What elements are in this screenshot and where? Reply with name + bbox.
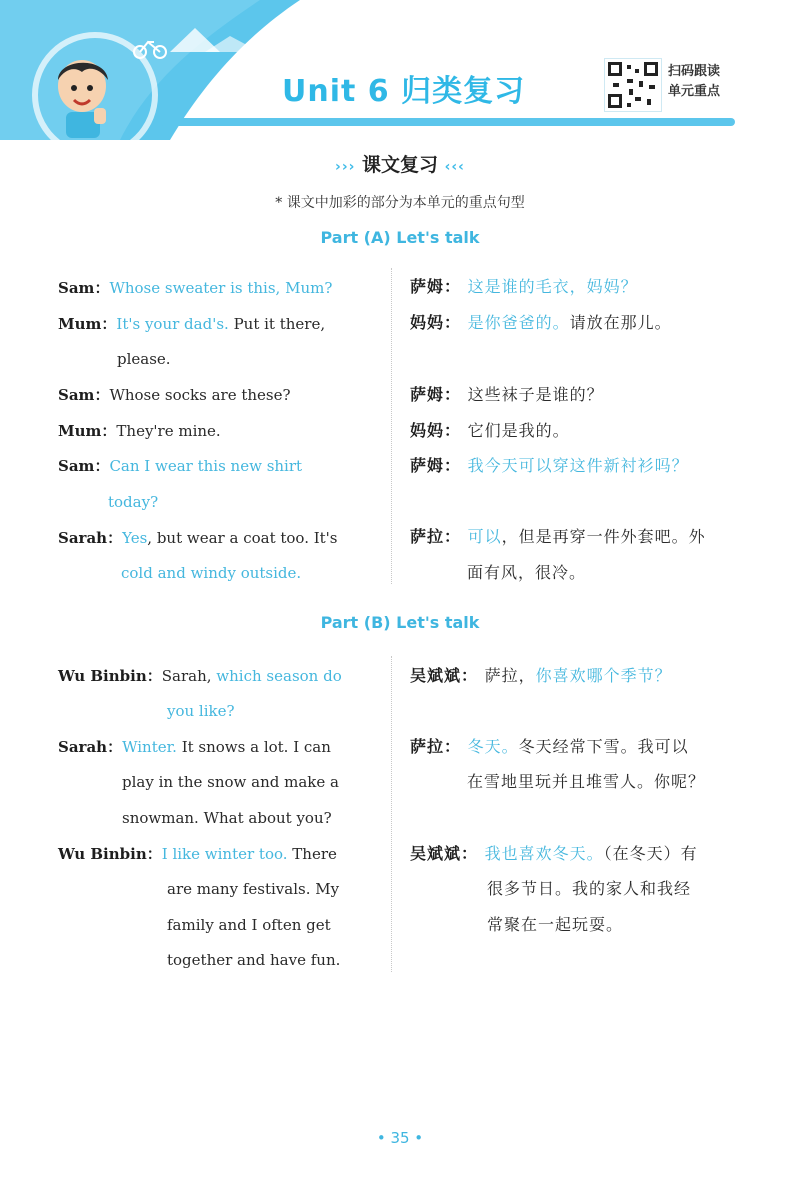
key-sentence: 我也喜欢冬天。	[484, 844, 604, 863]
dialogue-text: play in the snow and make a	[122, 773, 339, 791]
key-sentence: which season do	[216, 667, 342, 685]
dialogue-line	[410, 737, 689, 757]
qr-label-line2: 单元重点	[668, 84, 721, 99]
dialogue-line	[410, 666, 672, 686]
speaker-colon: ：	[146, 845, 162, 863]
speaker-name: 妈妈	[410, 421, 445, 440]
speaker-colon: ：	[101, 422, 117, 440]
key-sentence: It's your dad's.	[116, 315, 229, 333]
dialogue-text: （在冬天）有	[603, 844, 698, 863]
speaker-name: Mum	[58, 422, 102, 440]
speaker-colon: ：	[444, 456, 468, 475]
dialogue-line	[410, 421, 570, 441]
key-sentence: I like winter too.	[161, 845, 288, 863]
part-a-divider	[391, 268, 392, 584]
key-sentence: 可以	[467, 527, 502, 546]
key-sentence: cold and windy outside.	[121, 564, 302, 582]
section-title: 课文复习	[361, 154, 438, 176]
dialogue-text: are many festivals. My	[167, 880, 340, 898]
dialogue-line	[121, 563, 301, 583]
dialogue-text: please.	[117, 350, 171, 368]
speaker-name: 萨姆	[410, 385, 445, 404]
key-sentence: today?	[108, 493, 159, 511]
qr-label-line1: 扫码跟读	[668, 64, 721, 79]
speaker-name: Sam	[58, 386, 95, 404]
speaker-name: 萨姆	[410, 277, 445, 296]
part-a-title: Part (A) Let's talk	[320, 228, 480, 247]
dialogue-text: They're mine.	[116, 422, 221, 440]
dialogue-text: family and I often get	[167, 916, 331, 934]
bicycle-icon	[132, 38, 168, 60]
page-header	[0, 0, 800, 140]
speaker-name: 萨拉	[410, 527, 445, 546]
speaker-colon: ：	[107, 738, 123, 756]
key-sentence: Can I wear this new shirt	[109, 457, 303, 475]
dialogue-text: 冬天经常下雪。我可以	[518, 737, 689, 756]
speaker-name: 吴斌斌	[410, 666, 462, 685]
speaker-name: 吴斌斌	[410, 844, 462, 863]
dialogue-text: There	[287, 845, 337, 863]
dialogue-line	[117, 349, 171, 369]
dialogue-text: It snows a lot. I can	[176, 738, 331, 756]
qr-code-icon[interactable]	[604, 58, 662, 112]
boy-thumbs-up-icon	[48, 50, 118, 140]
speaker-colon: ：	[444, 385, 468, 404]
speaker-colon: ：	[444, 277, 468, 296]
qr-label	[668, 62, 732, 102]
dialogue-text: 面有风，很冷。	[467, 563, 587, 582]
speaker-name: 萨拉	[410, 737, 445, 756]
speaker-colon: ：	[107, 529, 123, 547]
dialogue-line	[410, 385, 604, 405]
key-sentence: 这是谁的毛衣，妈妈？	[467, 277, 638, 296]
speaker-colon: ：	[444, 421, 468, 440]
key-sentence: 你喜欢哪个季节？	[535, 666, 672, 685]
unit-title: Unit 6 归类复习	[282, 74, 526, 109]
dialogue-text: snowman. What about you?	[122, 809, 332, 827]
speaker-colon: ：	[461, 844, 485, 863]
dialogue-text: ，但是再穿一件外套吧。外	[501, 527, 706, 546]
dialogue-line	[58, 844, 337, 864]
section-note: * 课文中加彩的部分为本单元的重点句型	[275, 195, 525, 211]
dialogue-text: 这些袜子是谁的？	[467, 385, 604, 404]
dialogue-line	[467, 563, 586, 583]
key-sentence: Whose sweater is this, Mum?	[109, 279, 333, 297]
dialogue-line	[122, 808, 332, 828]
key-sentence: 是你爸爸的。	[467, 313, 570, 332]
speaker-colon: ：	[94, 279, 110, 297]
dialogue-line	[58, 666, 342, 686]
speaker-colon: ：	[444, 527, 468, 546]
speaker-name: 妈妈	[410, 313, 445, 332]
key-sentence: 我今天可以穿这件新衬衫吗？	[467, 456, 689, 475]
dialogue-text: 它们是我的。	[467, 421, 570, 440]
right-arrows-icon: ‹‹‹	[444, 159, 465, 175]
dialogue-text: 常聚在一起玩耍。	[487, 915, 624, 934]
speaker-name: Mum	[58, 315, 102, 333]
dialogue-line	[167, 915, 331, 935]
dialogue-line	[410, 527, 706, 547]
key-sentence: Yes	[122, 529, 148, 547]
key-sentence: 冬天。	[467, 737, 519, 756]
dialogue-line	[58, 421, 221, 441]
speaker-name: Wu Binbin	[58, 845, 147, 863]
dialogue-line	[122, 772, 339, 792]
dialogue-line	[58, 278, 332, 298]
speaker-name: Sarah	[58, 529, 108, 547]
left-arrows-icon: ›››	[335, 159, 356, 175]
dialogue-line	[167, 879, 339, 899]
speaker-name: Sarah	[58, 738, 108, 756]
part-b-title: Part (B) Let's talk	[320, 613, 480, 632]
speaker-colon: ：	[444, 737, 468, 756]
speaker-colon: ：	[146, 667, 162, 685]
dialogue-text: 很多节日。我的家人和我经	[487, 879, 692, 898]
speaker-colon: ：	[461, 666, 485, 685]
speaker-name: 萨姆	[410, 456, 445, 475]
dialogue-line	[410, 313, 672, 333]
dialogue-text: together and have fun.	[167, 951, 341, 969]
dialogue-line	[58, 456, 302, 476]
dialogue-line	[410, 844, 698, 864]
dialogue-line	[108, 492, 158, 512]
dialogue-text: 请放在那儿。	[569, 313, 672, 332]
dialogue-line	[58, 528, 338, 548]
speaker-name: Sam	[58, 279, 95, 297]
dialogue-text: 在雪地里玩并且堆雪人。你呢？	[467, 772, 706, 791]
dialogue-line	[58, 385, 291, 405]
speaker-name: Sam	[58, 457, 95, 475]
key-sentence: you like?	[167, 702, 235, 720]
page-number: • 35 •	[376, 1129, 424, 1147]
speaker-colon: ：	[94, 457, 110, 475]
dialogue-line	[167, 950, 340, 970]
dialogue-line	[487, 879, 691, 899]
dialogue-line	[58, 737, 331, 757]
dialogue-line	[487, 915, 623, 935]
speaker-colon: ：	[444, 313, 468, 332]
part-b-divider	[391, 656, 392, 972]
dialogue-text: 萨拉，	[484, 666, 536, 685]
dialogue-line	[410, 456, 689, 476]
key-sentence: Winter.	[122, 738, 177, 756]
dialogue-line	[467, 772, 705, 792]
dialogue-line	[410, 277, 638, 297]
dialogue-text: Sarah,	[161, 667, 217, 685]
speaker-name: Wu Binbin	[58, 667, 147, 685]
speaker-colon: ：	[101, 315, 117, 333]
dialogue-text: , but wear a coat too. It's	[147, 529, 338, 547]
dialogue-line	[58, 314, 325, 334]
dialogue-line	[167, 701, 235, 721]
dialogue-text: Whose socks are these?	[109, 386, 291, 404]
section-heading	[0, 150, 800, 177]
dialogue-text: Put it there,	[228, 315, 326, 333]
speaker-colon: ：	[94, 386, 110, 404]
